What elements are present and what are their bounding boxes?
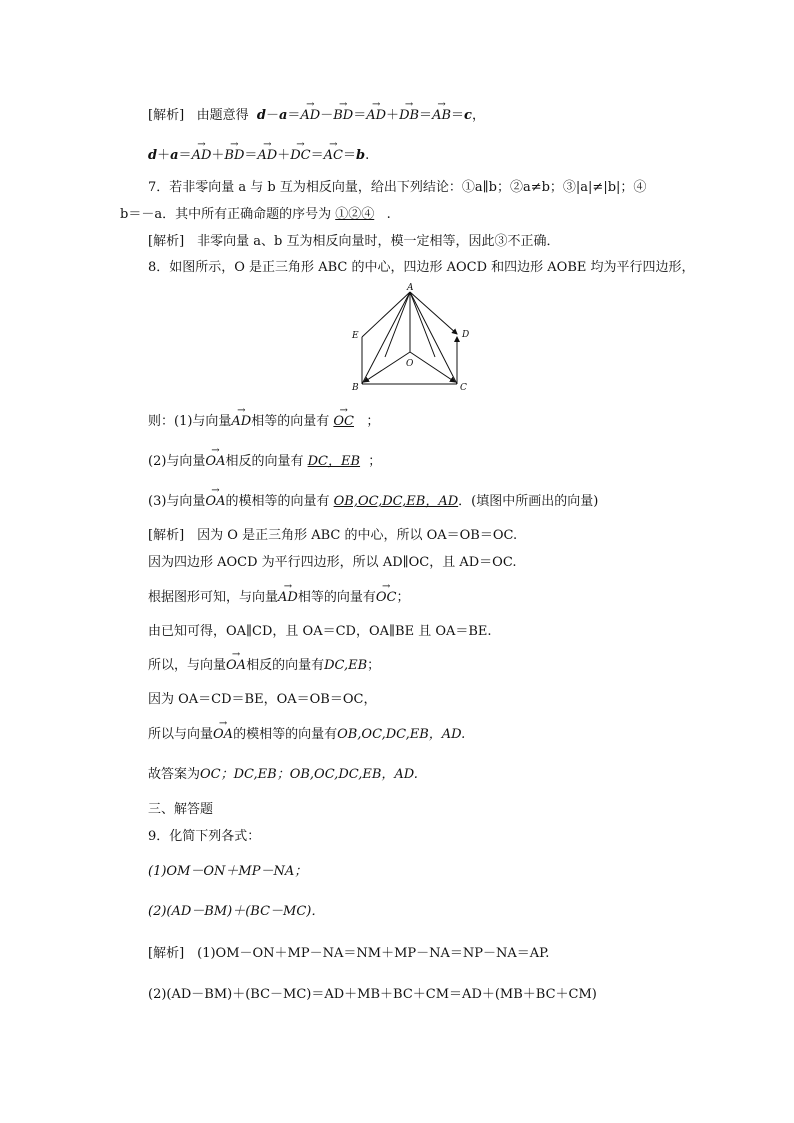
label-E: E [352, 331, 359, 341]
q8-sol4: 由已知可得，OA∥CD，且 OA＝CD，OA∥BE 且 OA＝BE. [148, 624, 492, 639]
sol6-line2: d＋a＝→ AD＋→ BD＝→ AD＋→ DC＝→ AC＝b. [148, 146, 369, 166]
label-A: A [407, 283, 414, 293]
q8-p2-vec: → OA [205, 452, 225, 472]
q8-p1-mid: 相等的向量有 [251, 414, 330, 429]
geometry-figure [340, 282, 480, 392]
section-heading: 三、解答题 [148, 802, 214, 817]
q7-solution: [解析] 非零向量 a、b 互为相反向量时，模一定相等，因此③不正确． [148, 234, 560, 249]
edge-AB-inner [385, 292, 410, 357]
q8-sol7 [148, 725, 465, 745]
q8-p1-text: 则：(1)与向量 [148, 414, 232, 429]
q9-expr2: (2)(AD－BM)＋(BC－MC)． [148, 904, 325, 919]
q8-p3-text: (3)与向量 [148, 494, 206, 509]
q8-sol2: 因为四边形 AOCD 为平行四边形，所以 AD∥OC，且 AD＝OC. [148, 555, 517, 570]
label-O: O [406, 359, 414, 369]
sol6-line1: [解析] 由题意得 d－a＝→ AD－→ BD＝→ AD＋→ DB＝→ AB＝c， [148, 106, 485, 126]
q8-s5-c: DC,EB [324, 658, 368, 673]
q8-s7-vec: → OA [213, 725, 233, 745]
q9-sol2: (2)(AD－BM)＋(BC－MC)＝AD＋MB＋BC＋CM＝AD＋(MB＋BC＋CM) [148, 987, 597, 1002]
q8-s8-a: 故答案为 [148, 767, 201, 782]
q8-p2-answer: DC，EB [307, 454, 361, 469]
q7-cont: b＝－a．其中所有正确命题的序号为 ①②④ . [120, 207, 391, 222]
edge-AC [410, 292, 457, 384]
q8-p3-answer: OB,OC,DC,EB，AD [333, 494, 459, 509]
q8-s5-vec: → OA [226, 656, 246, 676]
q7-answer: ①②④ [335, 207, 375, 222]
q9-expr1: (1)OM－ON＋MP－NA； [148, 864, 308, 879]
q8-p1-answer: → OC [333, 412, 354, 432]
analysis-tag: [解析] [148, 108, 185, 123]
q9-sol1: [解析] (1)OM－ON＋MP－NA＝NM＋MP－NA＝NP－NA＝AP. [148, 946, 550, 961]
q8-p3-mid: 的模相等的向量有 [225, 494, 330, 509]
q8-s7-b: 的模相等的向量有 [233, 727, 338, 742]
q8-s3-d: ； [396, 590, 410, 605]
q8-sol6: 因为 OA＝CD＝BE，OA＝OB＝OC， [148, 692, 377, 707]
label-D: D [462, 330, 470, 340]
q8-sol8 [148, 765, 418, 785]
q8-s3-b: 相等的向量有 [297, 590, 376, 605]
q8-p3-vec: → OA [205, 492, 225, 512]
q8-p1-vec: → AD [231, 412, 251, 432]
q8-s5-d: ； [367, 658, 381, 673]
label-C: C [460, 383, 467, 392]
q8-sol3 [148, 588, 409, 608]
q7-cont-text: b＝－a．其中所有正确命题的序号为 [120, 207, 332, 222]
edge-AD [410, 292, 457, 334]
sol6-lead: 由题意得 [196, 108, 249, 123]
q8-part3 [148, 492, 598, 512]
q7-text: 7．若非零向量 a 与 b 互为相反向量，给出下列结论：①a∥b；②a≠b；③|a|≠|b|；④ [148, 180, 647, 195]
q8-s3-vec: → AD [278, 588, 298, 608]
edge-AC-inner [410, 292, 435, 357]
q8-s7-a: 所以与向量 [148, 727, 214, 742]
q8-part1: 则：(1)与向量→ AD相等的向量有 → OC ； [148, 412, 379, 432]
q8-s8-b: OC；DC,EB；OB,OC,DC,EB，AD. [200, 767, 418, 782]
q8-s5-a: 所以，与向量 [148, 658, 227, 673]
q8-s7-c: OB,OC,DC,EB，AD. [337, 727, 466, 742]
q8-p3-tail: ．(填图中所画出的向量) [458, 494, 599, 509]
edge-AE [362, 292, 410, 337]
q8-p2-text: (2)与向量 [148, 454, 206, 469]
q8-s3-c: → OC [376, 588, 397, 608]
edge-AB [362, 292, 410, 384]
q8-sol1: [解析] 因为 O 是正三角形 ABC 的中心，所以 OA＝OB＝OC. [148, 528, 518, 543]
label-B: B [352, 383, 359, 392]
q8-p2-mid: 相反的向量有 [225, 454, 304, 469]
q9-text: 9．化简下列各式： [148, 829, 261, 844]
q8-s5-b: 相反的向量有 [246, 658, 325, 673]
q8-part2: (2)与向量→ OA相反的向量有 DC，EB ； [148, 452, 381, 472]
q8-sol5 [148, 656, 380, 676]
q8-text: 8．如图所示，O 是正三角形 ABC 的中心，四边形 AOCD 和四边形 AOBE 均为平行四边形， [148, 260, 695, 275]
q8-s3-a: 根据图形可知，与向量 [148, 590, 279, 605]
